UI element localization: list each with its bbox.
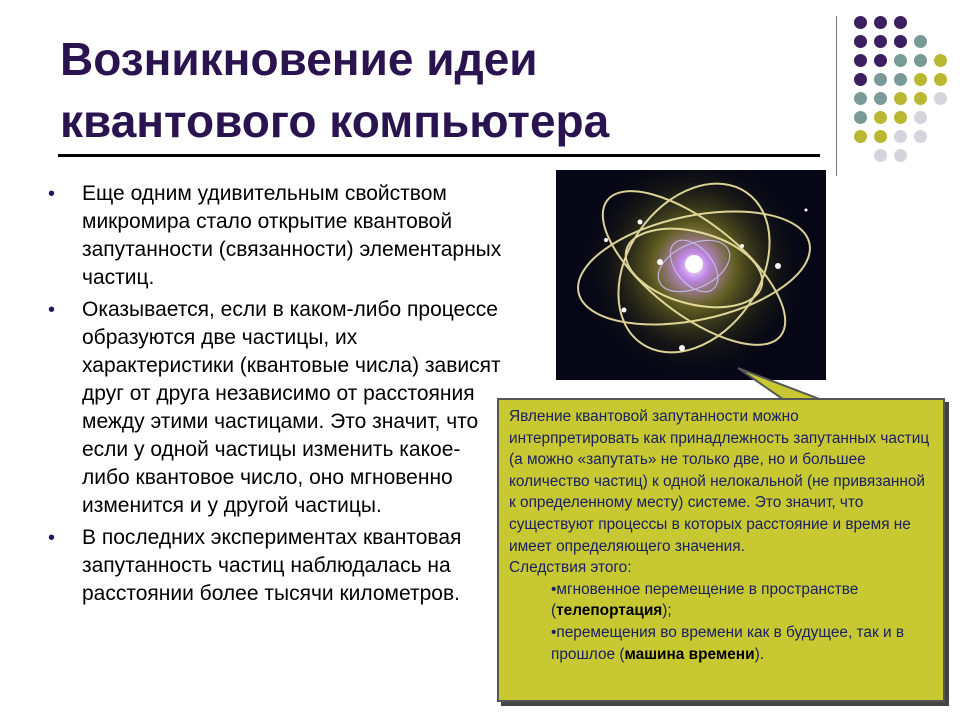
dot-icon — [934, 54, 947, 67]
dot-icon — [854, 130, 867, 143]
dot-icon — [854, 16, 867, 29]
dot-icon — [874, 130, 887, 143]
callout-box — [497, 398, 945, 702]
dot-icon — [854, 35, 867, 48]
title-line-2: квантового компьютера — [60, 95, 610, 147]
bullet-text: В последних экспериментах квантовая запутанность частиц наблюдалась на расстоянии более тысячи километров. — [82, 526, 462, 605]
dot-icon — [874, 16, 887, 29]
dot-icon — [854, 73, 867, 86]
slide-title — [60, 28, 780, 152]
dot-icon — [874, 92, 887, 105]
dot-icon — [894, 54, 907, 67]
title-line-1: Возникновение идеи — [60, 33, 538, 85]
dot-icon — [854, 92, 867, 105]
bullet-dot-icon: • — [48, 527, 56, 549]
dot-icon — [874, 54, 887, 67]
atom-orbits-image — [556, 170, 826, 380]
dot-icon — [914, 73, 927, 86]
dot-icon — [914, 130, 927, 143]
dot-icon — [914, 92, 927, 105]
dot-icon — [874, 35, 887, 48]
dot-icon — [894, 130, 907, 143]
dot-icon — [914, 111, 927, 124]
dot-icon — [874, 149, 887, 162]
consequence-term: телепортация — [556, 602, 663, 620]
bullet-dot-icon: • — [48, 183, 56, 205]
bullet-text: Оказывается, если в каком-либо процессе образуются две частицы, их характеристики (квантовые числа) зависят друг от друга независимо от расстояния между этими частицами. Это значит, что если у одной частицы изменить какое-либо квантовое число, оно мгновенно изменится и у другой частицы. — [82, 298, 501, 517]
callout-paragraph: Явление квантовой запутанности можно интерпретировать как принадлежность запутанных частиц (а можно «запутать» не только две, но и большее количество частиц) к одной нелокальной (не привязанной к определенному месту) системе. Это значит, что существуют процессы в которых расстояние и время не имеет определяющего значения. — [509, 408, 930, 555]
dot-icon — [934, 73, 947, 86]
dot-icon — [914, 35, 927, 48]
consequence-item: •перемещения во времени как в будущее, так и в прошлое (машина времени). — [551, 623, 905, 663]
dot-icon — [934, 92, 947, 105]
dot-icon — [894, 73, 907, 86]
bullet-item — [48, 180, 508, 292]
dot-icon — [894, 35, 907, 48]
dot-icon — [894, 111, 907, 124]
dot-icon — [894, 149, 907, 162]
consequence-term: машина времени — [624, 645, 755, 663]
dot-icon — [854, 54, 867, 67]
title-underline — [58, 154, 820, 157]
dot-icon — [874, 111, 887, 124]
consequence-item: •мгновенное перемещение в пространстве (телепортация); — [551, 580, 859, 620]
dot-icon — [854, 111, 867, 124]
bullet-item — [48, 524, 508, 608]
dot-icon — [894, 92, 907, 105]
dot-icon — [914, 54, 927, 67]
dot-icon — [894, 16, 907, 29]
atom-icon — [556, 170, 826, 380]
dot-icon — [874, 73, 887, 86]
vertical-divider — [836, 16, 837, 176]
bullet-dot-icon: • — [48, 299, 56, 321]
bullet-item — [48, 296, 508, 520]
bullet-list — [48, 180, 508, 612]
bullet-text: Еще одним удивительным свойством микромира стало открытие квантовой запутанности (связанности) элементарных частиц. — [82, 182, 502, 289]
callout-consequences-label: Следствия этого: — [509, 559, 632, 577]
